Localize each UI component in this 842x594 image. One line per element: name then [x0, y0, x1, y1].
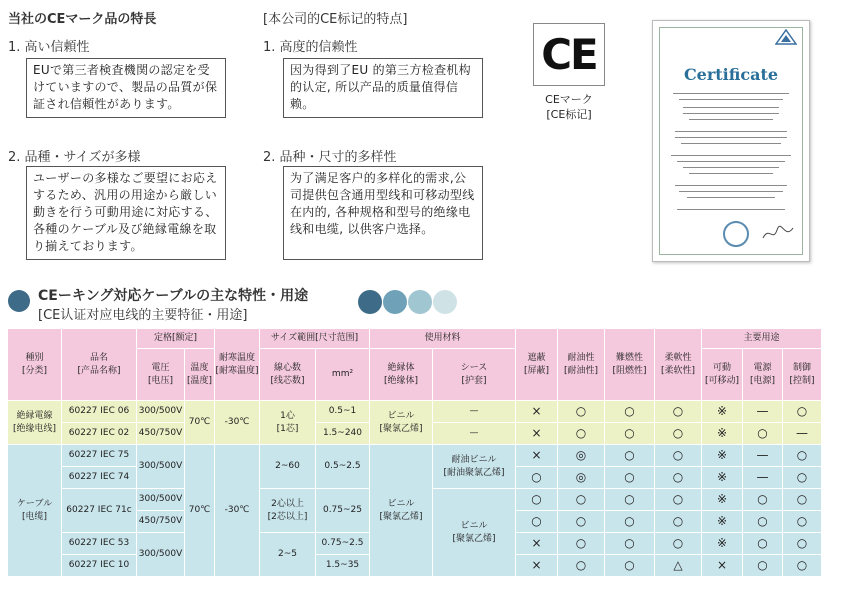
col-sheath: シース [护套] — [433, 349, 516, 401]
col-control: 制御 [控制] — [783, 349, 822, 401]
jp-feature1-title: 1. 高い信頼性 — [8, 40, 90, 55]
col-movable: 可動 [可移动] — [702, 349, 743, 401]
table-row: 60227 IEC 10 1.5~35 × ○ ○ △ × ○ ○ — [8, 555, 822, 577]
certificate-image — [652, 20, 810, 262]
col-cold-temp: 耐寒温度 [耐寒温度] — [215, 329, 260, 401]
col-mm2: mm² — [316, 349, 370, 401]
ce-label-jp: CEマーク — [545, 93, 593, 106]
tuv-logo-icon — [775, 29, 797, 45]
ce-label-cn: [CE标记] — [546, 108, 592, 121]
jp-feature2-title: 2. 品種・サイズが多様 — [8, 150, 141, 165]
col-power: 電源 [电源] — [743, 349, 783, 401]
table-heading-cn: [CE认证对应电线的主要特征・用途] — [38, 308, 248, 323]
table-row: 60227 IEC 74 ○ ◎ ○ ○ ※ — ○ — [8, 467, 822, 489]
ce-mark-logo: CE — [533, 23, 605, 86]
table-row: 60227 IEC 02 450/750V 1.5~240 — × ○ ○ ○ ※ ○ — — [8, 423, 822, 445]
col-oil-resistance: 耐油性 [耐油性] — [558, 329, 605, 401]
col-materials: 使用材料 — [370, 329, 516, 349]
table-row: 60227 IEC 71c 300/500V 2心以上 [2芯以上] 0.75~25 ビニル [聚氯乙烯] ○ ○ ○ ○ ※ ○ ○ — [8, 489, 822, 511]
col-type: 種別 [分类] — [8, 329, 62, 401]
col-product-name: 品名 [产品名称] — [62, 329, 137, 401]
group-cable: ケーブル [电缆] — [8, 445, 62, 577]
col-voltage: 電圧 [电压] — [137, 349, 185, 401]
col-shield: 遮蔽 [屏蔽] — [516, 329, 558, 401]
table-row: 450/750V ○ ○ ○ ○ ※ ○ ○ — [8, 511, 822, 533]
table-row: ケーブル [电缆] 60227 IEC 75 300/500V 70℃ -30℃ 2~60 0.5~2.5 ビニル [聚氯乙烯] 耐油ビニル [耐油聚氯乙烯] × ◎ ○ ○ ※ — ○ — [8, 445, 822, 467]
cable-characteristics-table — [7, 328, 822, 577]
col-size-range: サイズ範囲[尺寸范围] — [260, 329, 370, 349]
cn-heading: [本公司的CE标记的特点] — [263, 12, 408, 27]
decorative-dots-icon — [357, 289, 461, 315]
section-bullet-icon — [8, 290, 30, 312]
jp-heading: 当社のCEマーク品の特長 — [8, 12, 157, 27]
col-temperature: 温度 [温度] — [185, 349, 215, 401]
table-row: 60227 IEC 53 300/500V 2~5 0.75~2.5 × ○ ○ ○ ※ ○ ○ — [8, 533, 822, 555]
group-insulated-wire: 絶縁電線 [绝缘电线] — [8, 401, 62, 445]
col-main-use: 主要用途 — [702, 329, 822, 349]
ce-mark-label — [528, 92, 610, 122]
table-row: 絶縁電線 [绝缘电线] 60227 IEC 06 300/500V 70℃ -30℃ 1心 [1芯] 0.5~1 ビニル [聚氯乙烯] — × ○ ○ ○ ※ — ○ — [8, 401, 822, 423]
certificate-seal-icon — [723, 221, 749, 247]
col-rating: 定格[额定] — [137, 329, 215, 349]
signature-icon — [761, 224, 795, 242]
cn-feature1-title: 1. 高度的信赖性 — [263, 40, 358, 55]
col-flexibility: 柔軟性 [柔软性] — [655, 329, 702, 401]
col-insulator: 絶縁体 [绝缘体] — [370, 349, 433, 401]
cn-feature1-body: 因为得到了EU 的第三方检查机构的认定, 所以产品的质量值得信赖。 — [283, 58, 483, 118]
table-heading-jp: CEーキング対応ケーブルの主な特性・用途 — [38, 288, 309, 304]
col-cores: 線心数 [线芯数] — [260, 349, 316, 401]
certificate-title: Certificate — [683, 65, 779, 84]
jp-feature2-body: ユーザーの多様なご要望にお応えするため、汎用の用途から厳しい動きを行う可動用途に対応する、各種のケーブル及び絶縁電線を取り揃えております。 — [26, 166, 226, 260]
jp-feature1-body: EUで第三者検査機関の認定を受けていますので、製品の品質が保証され信頼性があります。 — [26, 58, 226, 118]
cn-feature2-title: 2. 品种・尺寸的多样性 — [263, 150, 397, 165]
cn-feature2-body: 为了满足客户的多样化的需求,公司提供包含通用型线和可移动型线在内的, 各种规格和型号的绝缘电线和电缆, 以供客户选择。 — [283, 166, 483, 260]
col-flame-retardance: 難燃性 [阻燃性] — [605, 329, 655, 401]
